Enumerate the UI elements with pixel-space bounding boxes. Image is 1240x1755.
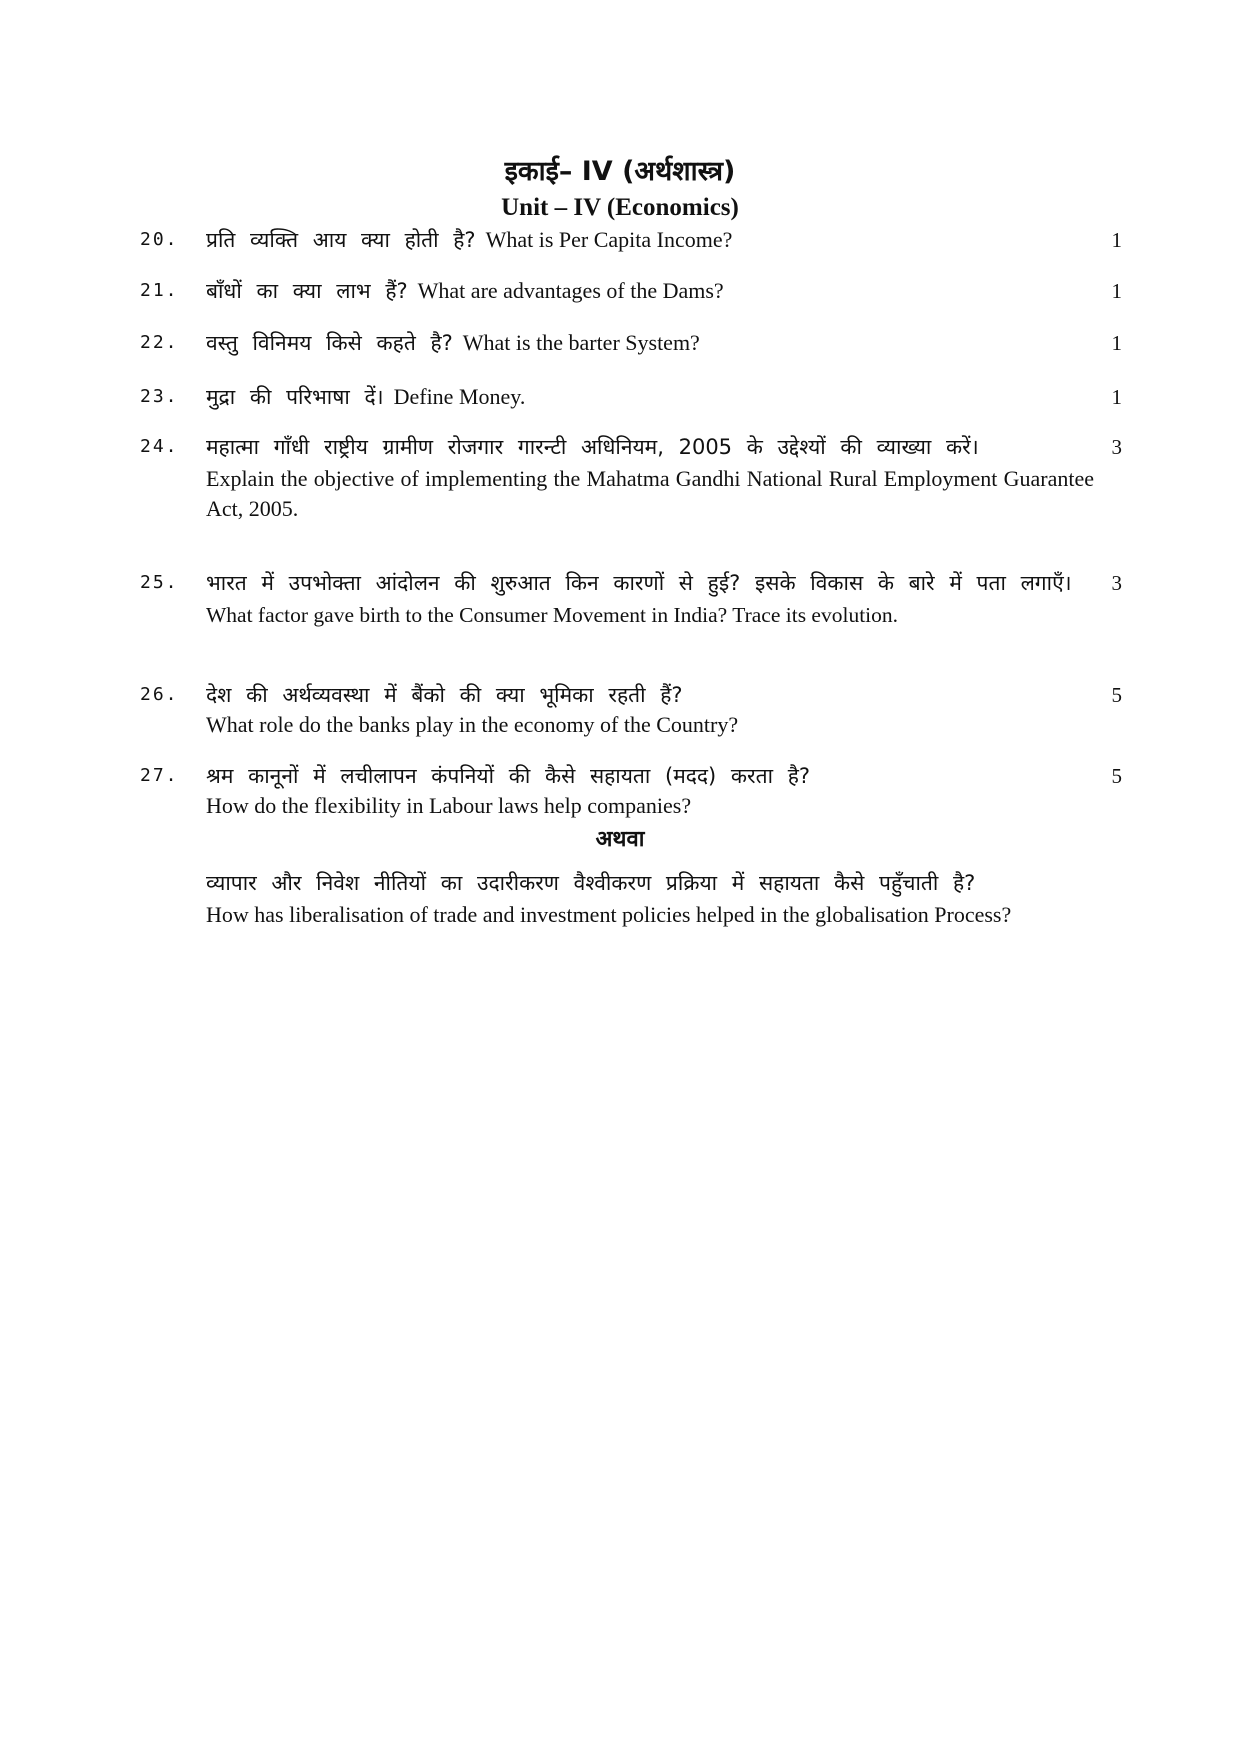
question-text [206, 761, 1094, 821]
question-marks: 3 [1111, 571, 1122, 595]
question-text [206, 432, 1094, 524]
question-text-hindi: देश की अर्थव्यवस्था में बैंको की क्या भूमिका रहती हैं? [206, 683, 683, 707]
question-number: 26. [140, 684, 179, 705]
or-separator: अथवा [595, 827, 645, 852]
question-number: 20. [140, 229, 179, 250]
question-text-english: What factor gave birth to the Consumer Movement in India? Trace its evolution. [206, 603, 899, 627]
question-text [206, 225, 1094, 255]
question-text-hindi: वस्तु विनिमय किसे कहते है? [206, 331, 453, 355]
question-text-english: What is the barter System? [462, 330, 700, 355]
question-marks: 1 [1111, 385, 1122, 409]
question-text-english: What role do the banks play in the economy of the Country? [206, 712, 739, 737]
question-text-english: Define Money. [393, 384, 526, 409]
question-text [206, 276, 1094, 306]
question-number: 25. [140, 572, 179, 593]
unit-title-hindi: इकाई– IV (अर्थशास्त्र) [504, 156, 736, 187]
question-text-english: How do the flexibility in Labour laws help companies? [206, 793, 692, 818]
question-number: 27. [140, 765, 179, 786]
question-text-hindi: प्रति व्यक्ति आय क्या होती है? [206, 228, 476, 252]
question-text-english: What is Per Capita Income? [485, 227, 733, 252]
question-text-english: Explain the objective of implementing the Mahatma Gandhi National Rural Employment Guarantee Act, 2005. [206, 466, 1094, 521]
question-marks: 5 [1111, 764, 1122, 788]
alternative-text-english: How has liberalisation of trade and investment policies helped in the globalisation Process? [206, 902, 1012, 927]
question-number: 23. [140, 386, 179, 407]
question-text-hindi: बाँधों का क्या लाभ हैं? [206, 279, 408, 303]
question-number: 24. [140, 436, 179, 457]
question-text-hindi: श्रम कानूनों में लचीलापन कंपनियों की कैसे सहायता (मदद) करता है? [206, 764, 811, 788]
question-number: 22. [140, 332, 179, 353]
alternative-text-hindi: व्यापार और निवेश नीतियों का उदारीकरण वैश्वीकरण प्रक्रिया में सहायता कैसे पहुँचाती है? [206, 871, 976, 895]
unit-title-english: Unit – IV (Economics) [501, 194, 739, 221]
question-text-hindi: भारत में उपभोक्ता आंदोलन की शुरुआत किन कारणों से हुई? इसके विकास के बारे में पता लगाएँ। [206, 571, 1072, 595]
question-text [206, 568, 1094, 630]
question-text [206, 328, 1094, 358]
question-marks: 1 [1111, 331, 1122, 355]
question-text [206, 382, 1094, 412]
alternative-question [206, 868, 1094, 930]
question-text-english: What are advantages of the Dams? [417, 278, 724, 303]
question-text-hindi: महात्मा गाँधी राष्ट्रीय ग्रामीण रोजगार गारन्टी अधिनियम, 2005 के उद्देश्यों की व्याख्या करें। [206, 435, 979, 459]
question-marks: 1 [1111, 279, 1122, 303]
question-marks: 1 [1111, 228, 1122, 252]
question-marks: 5 [1111, 683, 1122, 707]
question-text [206, 680, 1094, 740]
question-text-hindi: मुद्रा की परिभाषा दें। [206, 385, 384, 409]
question-number: 21. [140, 280, 179, 301]
question-marks: 3 [1111, 435, 1122, 459]
